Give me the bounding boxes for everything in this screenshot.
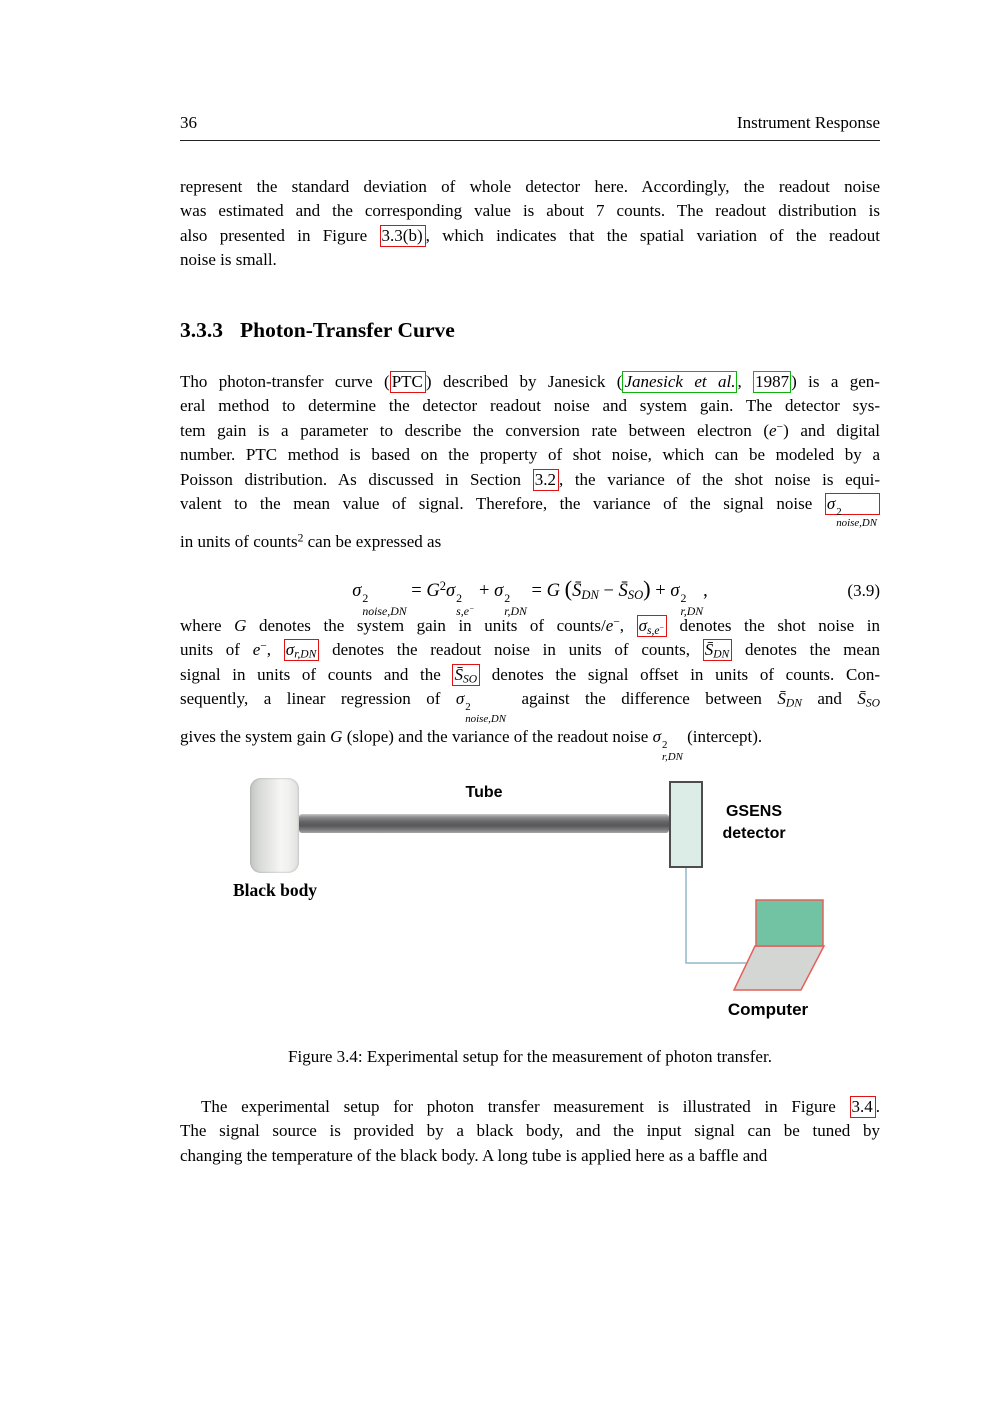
- text-segment: (: [564, 576, 573, 601]
- text-segment: S̄: [618, 581, 628, 601]
- text-segment: r,DN: [294, 647, 317, 661]
- text-segment: σ: [494, 581, 504, 601]
- text-segment: SO: [627, 587, 644, 602]
- script-text: 2: [661, 739, 668, 751]
- text-segment: s,e: [647, 623, 660, 637]
- text-segment: G: [330, 727, 343, 747]
- text-line: tem gain is a parameter to describe the conversion rate between electron (e−) and digital: [180, 420, 880, 440]
- red-link-box[interactable]: [703, 639, 733, 661]
- text-segment: [455, 689, 506, 725]
- paragraph-3: [180, 614, 880, 763]
- black-body-label: Black body: [232, 880, 318, 900]
- text-segment: −: [613, 615, 620, 629]
- text-segment: [494, 581, 527, 618]
- text-segment: ): [643, 576, 651, 601]
- figure-caption: Figure 3.4: Experimental setup for the measurement of photon transfer.: [288, 1047, 772, 1066]
- text-segment: [464, 702, 506, 725]
- text-segment: DN: [581, 587, 599, 602]
- text-line: also presented in Figure 3.3(b) , which indicates that the spatial variation of the readout: [180, 225, 880, 245]
- text-line: where G denotes the system gain in units of counts/e−, $\sigma_{s,e^-}$ denotes the shot noise in: [180, 615, 880, 637]
- script-text: 2: [362, 591, 369, 606]
- text-line: signal in units of counts and the $S̄_{SO}$ denotes the signal offset in units of counts. Con-: [180, 664, 880, 686]
- text-segment: [661, 740, 683, 763]
- script-text: 2: [504, 591, 511, 606]
- paragraph-2: [180, 370, 880, 555]
- text-segment: −: [659, 622, 664, 632]
- gsens-label-line1: GSENS: [725, 803, 782, 820]
- green-link-box[interactable]: 1987: [755, 372, 790, 391]
- section-title: Photon-Transfer Curve: [240, 318, 455, 342]
- text-segment: σ: [826, 494, 836, 514]
- red-link-box[interactable]: [825, 493, 880, 530]
- text-line: valent to the mean value of signal. Therefore, the variance of the signal noise σ 2 noise,DN: [180, 492, 880, 530]
- gsens-label-line2: detector: [722, 825, 786, 842]
- script-text: r,DN: [661, 750, 683, 763]
- text-segment: e: [769, 420, 777, 440]
- text-line: The signal source is provided by a black body, and the input signal can be tuned by: [180, 1121, 880, 1141]
- text-segment: σ: [670, 581, 680, 601]
- paragraph-4: [180, 1095, 880, 1168]
- laptop-screen-shape: [756, 900, 823, 946]
- text-segment: [652, 727, 683, 763]
- script-text: 2: [465, 700, 471, 713]
- script-text: noise,DN: [836, 517, 877, 530]
- page-header: [180, 112, 880, 141]
- section-number: 3.3.3: [180, 318, 223, 342]
- text-line: changing the temperature of the black body. A long tube is applied here as a baffle and: [180, 1145, 768, 1165]
- script-text: noise,DN: [362, 603, 407, 618]
- page-number: 36: [180, 113, 197, 132]
- computer-label: Computer: [727, 1000, 809, 1019]
- text-segment: S̄: [454, 664, 463, 684]
- script-text: 2: [836, 505, 842, 518]
- red-link-box[interactable]: PTC: [390, 371, 426, 393]
- figure-3-4: [180, 770, 880, 1050]
- text-line: eral method to determine the detector readout noise and system gain. The detector sys-: [180, 396, 880, 416]
- text-segment: SO: [865, 696, 881, 710]
- green-link-box[interactable]: Janesick et al.: [624, 372, 736, 391]
- running-title: Instrument Response: [736, 113, 880, 132]
- text-line: gives the system gain G (slope) and the variance of the readout noise σ 2 r,DN (intercept).: [180, 727, 763, 763]
- text-segment: [352, 581, 407, 618]
- text-segment: [670, 581, 704, 618]
- text-segment: −: [776, 420, 784, 434]
- tube-label: Tube: [465, 784, 503, 801]
- text-segment: e: [252, 640, 261, 660]
- script-text: r,DN: [680, 603, 704, 618]
- equation-math: σ 2 noise,DN = $G^2\sigma$ 2 s,e− + σ 2 r,DN = G ($S̄_{DN}$ − $S̄_{SO}) + \sigma$ 2 r,DN ,: [352, 576, 708, 618]
- equation-3-9: [180, 570, 880, 618]
- text-segment: σ: [446, 581, 456, 601]
- text-line: sequently, a linear regression of σ 2 noise,DN against the difference between $S̄_{DN}$ and $S̄_{SO}$: [180, 689, 881, 725]
- gsens-detector-label: [708, 801, 800, 845]
- red-link-box[interactable]: [284, 639, 320, 661]
- text-segment: σ: [352, 581, 362, 601]
- text-segment: G: [546, 581, 560, 601]
- text-segment: SO: [462, 672, 478, 686]
- text-segment: S̄: [704, 640, 714, 660]
- text-segment: −: [468, 604, 475, 614]
- red-link-box[interactable]: [452, 664, 480, 686]
- laptop-keyboard-shape: [734, 946, 824, 990]
- text-segment: s,e: [456, 603, 469, 618]
- text-segment: σ: [285, 640, 295, 660]
- text-segment: σ: [638, 616, 648, 635]
- text-line: represent the standard deviation of whole detector here. Accordingly, the readout noise: [180, 177, 880, 196]
- text-segment: S̄: [777, 689, 786, 709]
- text-segment: [647, 624, 664, 637]
- text-segment: 2: [439, 578, 447, 593]
- text-segment: [835, 507, 877, 530]
- text-line: number. PTC method is based on the property of shot noise, which can be modeled by a: [180, 445, 880, 465]
- paragraph-1: [180, 175, 880, 273]
- script-text: 2: [680, 591, 687, 606]
- text-segment: e: [605, 616, 614, 635]
- script-text: noise,DN: [465, 712, 506, 725]
- red-link-box[interactable]: [637, 615, 667, 637]
- text-segment: 2: [297, 531, 304, 545]
- red-link-box[interactable]: 3.2: [533, 469, 559, 491]
- text-segment: σ: [455, 689, 465, 709]
- text-line: units of e−, $\sigma_{r,DN}$ denotes the readout noise in units of counts, $S̄_{DN}$ denotes the mean: [180, 639, 881, 661]
- text-segment: S̄: [572, 581, 582, 601]
- text-line: Tho photon-transfer curve ( PTC ) described by Janesick ( Janesick et al. , 1987 ) is a gen-: [180, 372, 880, 391]
- script-text: 2: [456, 591, 463, 606]
- red-link-box[interactable]: 3.3(b): [380, 225, 426, 247]
- script-text: r,DN: [504, 603, 527, 618]
- text-line: in units of counts$^2$ can be expressed as: [180, 531, 442, 552]
- text-line: was estimated and the corresponding value is about 7 counts. The readout distribution is: [180, 201, 880, 221]
- text-segment: DN: [785, 696, 802, 710]
- section-heading: [180, 317, 880, 343]
- text-line: noise is small.: [180, 250, 277, 270]
- text-line: Poisson distribution. As discussed in Section 3.2 , the variance of the shot noise is equi-: [180, 469, 880, 489]
- text-line: The experimental setup for photon transfer measurement is illustrated in Figure 3.4 .: [201, 1097, 880, 1116]
- text-segment: G: [234, 616, 247, 635]
- text-segment: G: [426, 581, 440, 601]
- text-segment: σ: [652, 727, 661, 747]
- signal-cable-line: [686, 868, 747, 963]
- text-segment: −: [260, 639, 267, 653]
- text-segment: DN: [713, 647, 730, 661]
- red-link-box[interactable]: 3.4: [850, 1096, 876, 1118]
- text-segment: [446, 581, 475, 618]
- text-segment: S̄: [857, 689, 866, 709]
- equation-number: (3.9): [847, 581, 880, 600]
